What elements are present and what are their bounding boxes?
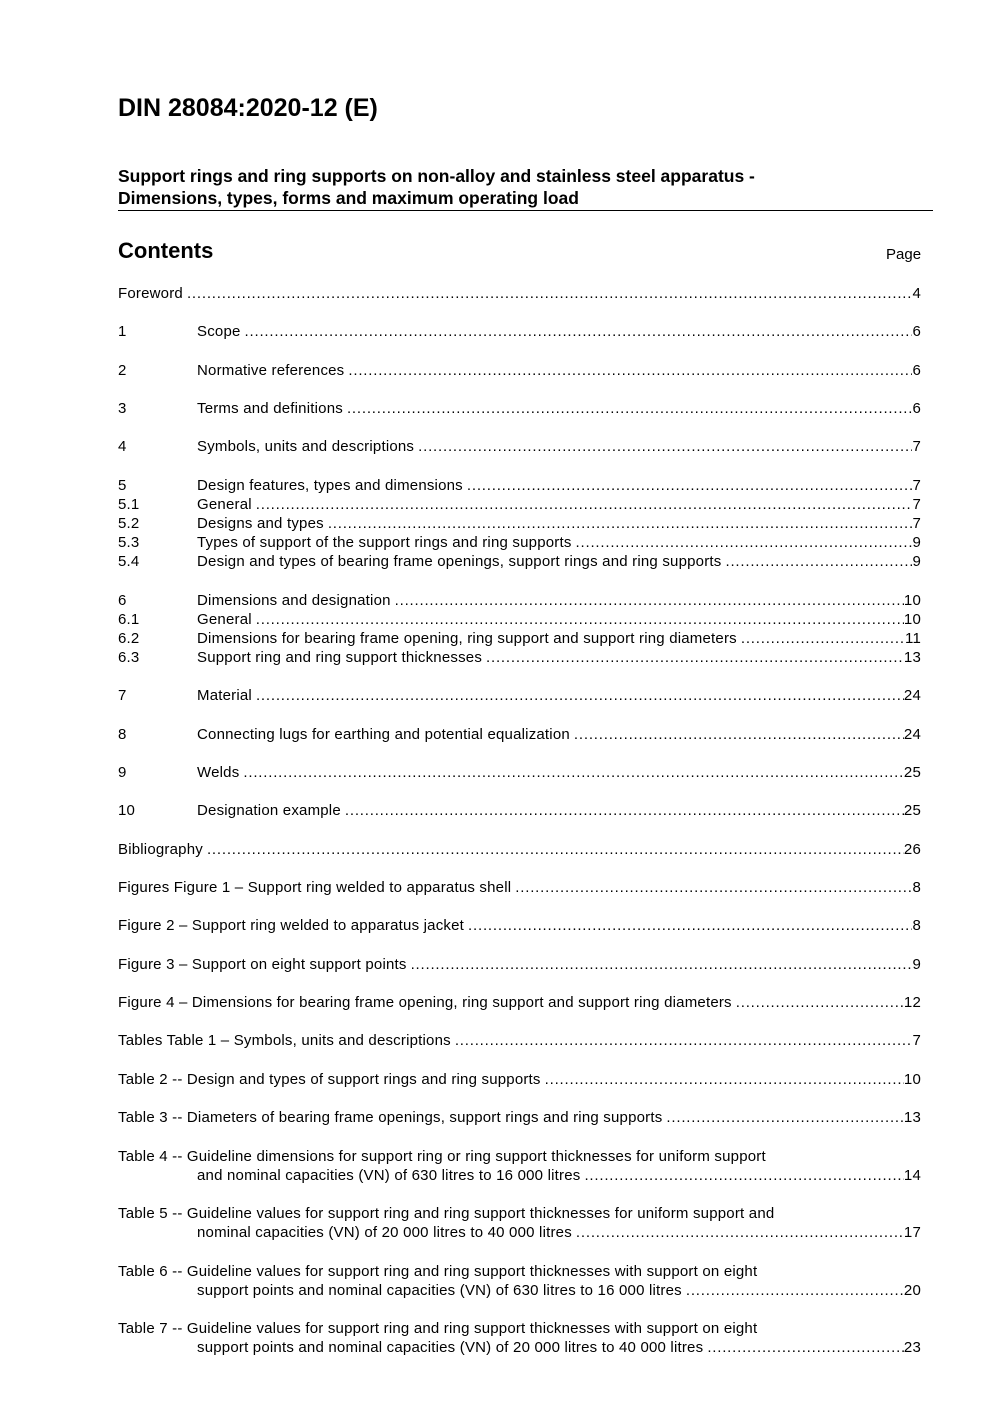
toc-entry-page: 9: [912, 534, 921, 551]
toc-entry-label: Designs and types: [197, 515, 324, 532]
toc-entry-page: 23: [903, 1339, 921, 1356]
toc-entry-page: 26: [903, 841, 921, 858]
toc-entry-label: Dimensions for bearing frame opening, ring support and support ring diameters: [197, 630, 737, 647]
toc-entry-label-continued: nominal capacities (VN) of 20 000 litres to 40 000 litres: [197, 1224, 572, 1241]
dot-leader: [576, 1223, 904, 1242]
toc-entry-table[interactable]: [118, 1147, 921, 1185]
toc-entry-page: 14: [903, 1167, 921, 1184]
toc-entry-page: 7: [912, 438, 921, 455]
dot-leader: [243, 763, 904, 782]
toc-entry-page: 9: [912, 956, 921, 973]
toc-entry-label: Table 5 -- Guideline values for support ring and ring support thicknesses for uniform support and: [118, 1205, 775, 1222]
toc-entry-label-continued: and nominal capacities (VN) of 630 litres to 16 000 litres: [197, 1167, 581, 1184]
toc-entry-label: Dimensions and designation: [197, 592, 391, 609]
toc-entry-label: General: [197, 611, 252, 628]
toc-entry-label: Figure 4 – Dimensions for bearing frame opening, ring support and support ring diameters: [118, 994, 732, 1011]
section-number: 2: [118, 362, 127, 379]
document-subtitle: [118, 165, 933, 211]
section-number: 1: [118, 323, 127, 340]
toc-entry-page: 10: [903, 611, 921, 628]
toc-entry-table[interactable]: [118, 1108, 921, 1127]
section-number: 7: [118, 687, 127, 704]
toc-entry-page: 7: [912, 1032, 921, 1049]
section-number: 5.1: [118, 496, 140, 513]
section-number: 5.3: [118, 534, 140, 551]
toc-entry-label: Welds: [197, 764, 240, 781]
dot-leader: [574, 725, 904, 744]
toc-entry-label: Designation example: [197, 802, 341, 819]
dot-leader: [418, 437, 912, 456]
toc-entry-label: Support ring and ring support thicknesses: [197, 649, 483, 666]
toc-entry-section[interactable]: [118, 801, 921, 820]
toc-entry-page: 11: [905, 630, 921, 647]
toc-entry-section[interactable]: [118, 725, 921, 744]
section-number: 10: [118, 802, 136, 819]
dot-leader: [707, 1338, 904, 1357]
section-number: 5.4: [118, 553, 140, 570]
dot-leader: [207, 840, 904, 859]
toc-entry-label: Figure 2 – Support ring welded to apparatus jacket: [118, 917, 465, 934]
toc-entry-label: Material: [197, 687, 252, 704]
toc-entry-table[interactable]: [118, 1070, 921, 1089]
section-number: 6.1: [118, 611, 140, 628]
toc-entry-section[interactable]: [118, 591, 921, 610]
toc-entry-page: 24: [903, 687, 921, 704]
dot-leader: [576, 533, 913, 552]
toc-entry-label: Symbols, units and descriptions: [197, 438, 415, 455]
dot-leader: [545, 1070, 904, 1089]
toc-entry-label: General: [197, 496, 252, 513]
dot-leader: [348, 361, 912, 380]
toc-entry-table[interactable]: [118, 1319, 921, 1357]
toc-entry-page: 10: [903, 592, 921, 609]
dot-leader: [741, 629, 905, 648]
toc-entry-page: 7: [912, 496, 921, 513]
dot-leader: [345, 801, 904, 820]
dot-leader: [347, 399, 913, 418]
toc-entry-label-continued: support points and nominal capacities (VN) of 20 000 litres to 40 000 litres: [197, 1339, 704, 1356]
section-number: 3: [118, 400, 127, 417]
section-number: 6.3: [118, 649, 140, 666]
toc-entry-subsection[interactable]: [118, 648, 921, 667]
section-number: 8: [118, 726, 127, 743]
toc-entry-page: 25: [903, 802, 921, 819]
toc-entry-figure[interactable]: [118, 878, 921, 897]
dot-leader: [515, 878, 912, 897]
toc-entry-subsection[interactable]: [118, 533, 921, 552]
toc-entry-page: 20: [903, 1282, 921, 1299]
toc-entry-subsection[interactable]: [118, 629, 921, 648]
section-number: 5.2: [118, 515, 140, 532]
toc-entry-section[interactable]: [118, 322, 921, 341]
toc-entry-section[interactable]: [118, 763, 921, 782]
toc-entry-section[interactable]: [118, 686, 921, 705]
toc-entry-label: Foreword: [118, 285, 183, 302]
toc-entry-label: Types of support of the support rings and ring supports: [197, 534, 572, 551]
dot-leader: [486, 648, 904, 667]
toc-entry-subsection[interactable]: [118, 610, 921, 629]
toc-entry-table[interactable]: [118, 1031, 921, 1050]
subtitle-line-1: Support rings and ring supports on non-alloy and stainless steel apparatus -: [118, 166, 755, 186]
contents-heading: Contents: [118, 238, 214, 263]
toc-entry-foreword[interactable]: [118, 284, 921, 303]
toc-entry-page: 6: [912, 362, 921, 379]
dot-leader: [256, 495, 913, 514]
dot-leader: [468, 916, 912, 935]
toc-entry-subsection[interactable]: [118, 514, 921, 533]
toc-entry-label: Table 7 -- Guideline values for support ring and ring support thicknesses with support on eight: [118, 1320, 758, 1337]
toc-entry-page: 9: [912, 553, 921, 570]
toc-entry-label: Figure 3 – Support on eight support points: [118, 956, 407, 973]
dot-leader: [666, 1108, 903, 1127]
toc-entry-section[interactable]: [118, 476, 921, 495]
dot-leader: [395, 591, 904, 610]
toc-entry-subsection[interactable]: [118, 552, 921, 571]
toc-entry-label: Terms and definitions: [197, 400, 343, 417]
toc-entry-subsection[interactable]: [118, 495, 921, 514]
toc-entry-label: Scope: [197, 323, 241, 340]
toc-entry-bibliography[interactable]: [118, 840, 921, 859]
document-id: DIN 28084:2020-12 (E): [118, 94, 378, 122]
toc-entry-page: 6: [912, 323, 921, 340]
section-number: 5: [118, 477, 127, 494]
dot-leader: [245, 322, 913, 341]
section-number: 9: [118, 764, 127, 781]
dot-leader: [467, 476, 913, 495]
toc-entry-page: 6: [912, 400, 921, 417]
section-number: 6: [118, 592, 127, 609]
toc-entry-figure[interactable]: [118, 916, 921, 935]
toc-entry-label: Normative references: [197, 362, 345, 379]
section-number: 6.2: [118, 630, 140, 647]
dot-leader: [256, 610, 904, 629]
toc-entry-label: Figures Figure 1 – Support ring welded to apparatus shell: [118, 879, 512, 896]
dot-leader: [736, 993, 904, 1012]
toc-entry-section[interactable]: [118, 399, 921, 418]
toc-entry-page: 7: [912, 515, 921, 532]
toc-entry-page: 10: [903, 1071, 921, 1088]
toc-entry-section[interactable]: [118, 361, 921, 380]
toc-entry-label: Table 3 -- Diameters of bearing frame openings, support rings and ring supports: [118, 1109, 663, 1126]
toc-entry-page: 17: [903, 1224, 921, 1241]
dot-leader: [455, 1031, 913, 1050]
toc-entry-label: Bibliography: [118, 841, 203, 858]
page-column-label: Page: [886, 246, 922, 263]
toc-entry-label: Table 6 -- Guideline values for support ring and ring support thicknesses with support on eight: [118, 1263, 758, 1280]
dot-leader: [256, 686, 904, 705]
dot-leader: [725, 552, 912, 571]
section-number: 4: [118, 438, 127, 455]
toc-entry-label-continued: support points and nominal capacities (VN) of 630 litres to 16 000 litres: [197, 1282, 682, 1299]
toc-entry-figure[interactable]: [118, 955, 921, 974]
toc-entry-page: 24: [903, 726, 921, 743]
dot-leader: [686, 1281, 904, 1300]
toc-entry-table[interactable]: [118, 1262, 921, 1300]
toc-entry-page: 4: [912, 285, 921, 302]
toc-entry-page: 7: [912, 477, 921, 494]
subtitle-line-2: Dimensions, types, forms and maximum operating load: [118, 188, 579, 208]
toc-entry-page: 8: [912, 879, 921, 896]
dot-leader: [187, 284, 912, 303]
toc-entry-page: 13: [903, 649, 921, 666]
toc-entry-page: 8: [912, 917, 921, 934]
dot-leader: [584, 1166, 903, 1185]
toc-entry-table[interactable]: [118, 1204, 921, 1242]
toc-entry-label: Connecting lugs for earthing and potential equalization: [197, 726, 570, 743]
toc-entry-page: 12: [903, 994, 921, 1011]
dot-leader: [328, 514, 913, 533]
toc-entry-page: 13: [903, 1109, 921, 1126]
toc-entry-figure[interactable]: [118, 993, 921, 1012]
toc-entry-label: Tables Table 1 – Symbols, units and descriptions: [118, 1032, 451, 1049]
toc-entry-label: Table 4 -- Guideline dimensions for support ring or ring support thicknesses for uniform support: [118, 1148, 766, 1165]
dot-leader: [411, 955, 913, 974]
toc-entry-label: Design features, types and dimensions: [197, 477, 463, 494]
toc-entry-label: Design and types of bearing frame openings, support rings and ring supports: [197, 553, 722, 570]
toc-entry-page: 25: [903, 764, 921, 781]
toc-entry-section[interactable]: [118, 437, 921, 456]
toc-entry-label: Table 2 -- Design and types of support rings and ring supports: [118, 1071, 541, 1088]
